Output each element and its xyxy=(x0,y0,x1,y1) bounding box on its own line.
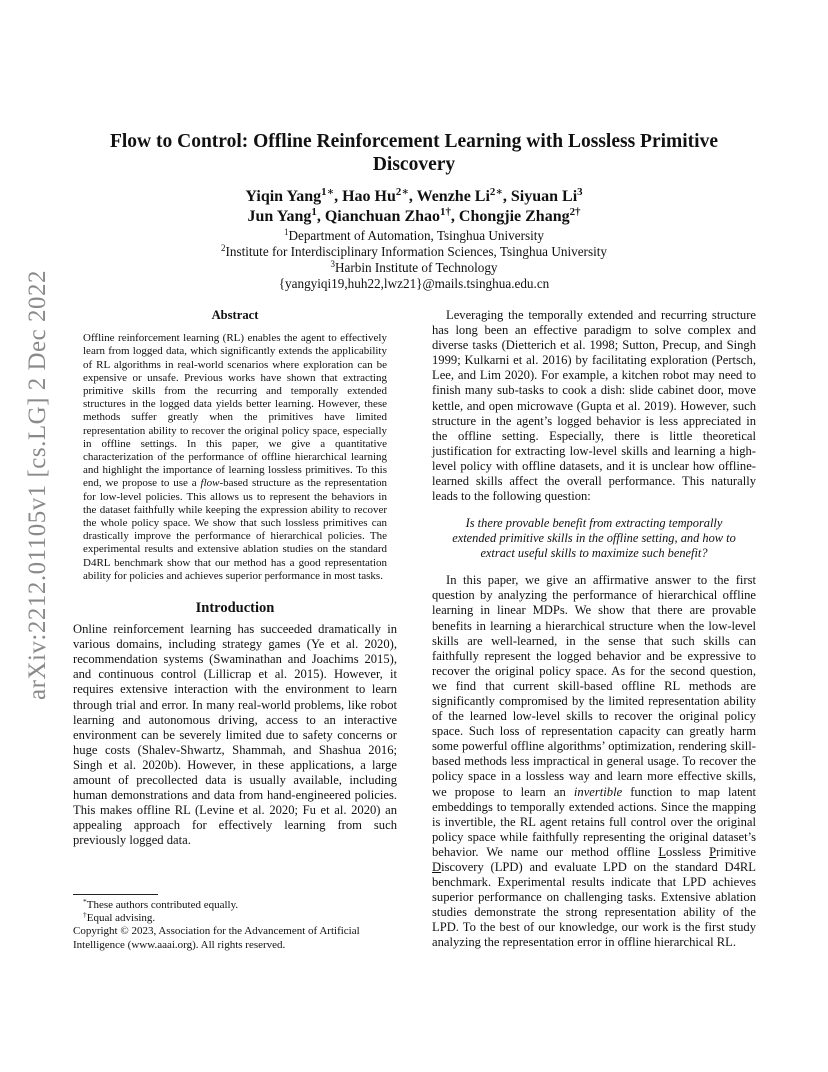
introduction-paragraph: Online reinforcement learning has succeeded dramatically in various domains, including strategy games (Ye et al. 2020), recommendation systems (Swaminathan and Joachims 2015), and continuous control (Lillicrap et al. 2015). However, it requires extensive interaction with the environment to learn through trial and error. In many real-world problems, like robot learning and autonomous driving, access to an interactive environment can be severely limited due to safety concerns or huge costs (Shalev-Shwartz, Shammah, and Shashua 2016; Singh et al. 2020b). However, in these applications, a large amount of precollected data is usually available, including human demonstrations and data from hand-engineered policies. This makes offline RL (Levine et al. 2020; Fu et al. 2020) an appealing approach for effectively learning from such previously logged data. xyxy=(73,622,397,848)
affiliation-line xyxy=(110,244,718,260)
research-question: Is there provable benefit from extracting temporally extended primitive skills in the offline setting, and how to extract useful skills to maximize such benefit? xyxy=(452,516,736,561)
author-affil-mark: 3 xyxy=(577,186,583,199)
affiliation-line xyxy=(110,228,718,244)
author-name: Wenzhe Li xyxy=(416,188,490,205)
abstract-text-part: -based structure as the representation for low-level policies. This allows us to represent the behaviors in the dataset faithfully while keeping the expression ability to recover the whole policy space. We show that such lossless primitives can drastically improve the performance of hierarchical policies. The experimental results and extensive ablation studies on the standard D4RL benchmark show that our method has a good representation ability for policies and achieves superior performance in most tasks. xyxy=(83,477,387,582)
affiliations xyxy=(110,228,718,292)
author-name: Qianchuan Zhao xyxy=(324,208,441,225)
acronym-letter: P xyxy=(709,844,717,859)
footnote-mark: † xyxy=(83,910,87,920)
footnote-text: These authors contributed equally. xyxy=(86,899,239,911)
arxiv-identifier: arXiv:2212.01105v1 [cs.LG] 2 Dec 2022 xyxy=(24,270,51,700)
author-line-1: Yiqin Yang$^{1∗}$, Hao $Hu^{2∗}$, Wenzhe $Li^{2∗}$, Siyuan Li$^3$ xyxy=(245,186,583,205)
arxiv-sidebar-stamp xyxy=(16,270,60,700)
affiliation-line xyxy=(110,260,718,276)
author-line-2: Jun Yang$^1$, Qianchuan Zhao$^{1\dagger}$, Chongjie Zhang$^{2\dagger}$ xyxy=(247,206,581,225)
author-name: Hao Hu xyxy=(342,188,396,205)
affiliation-text: Harbin Institute of Technology xyxy=(334,260,498,275)
author-affil-mark: 2∗ xyxy=(489,186,503,199)
author-name: Yiqin Yang xyxy=(245,188,322,205)
abstract-text-part: Offline reinforcement learning (RL) enables the agent to effectively learn from logged data, which significantly extends the applicability of RL algorithms in real-world scenarios where exploration can be expensive or unsafe. Previous works have shown that extracting primitive skills from the recurring and temporally extended structures in the logged data yields better learning. However, these methods suffer greatly when the primitives have limited representation ability to recover the original policy space, especially in offline settings. In this paper, we give a quantitative characterization of the performance of offline hierarchical learning and highlight the importance of learning lossless primitives. To this end, we propose to use a xyxy=(83,332,387,490)
author-list xyxy=(120,187,708,227)
affil-mark: 1 xyxy=(283,227,289,238)
author-affil-mark: 1∗ xyxy=(321,186,335,199)
author-name: Siyuan Li xyxy=(510,188,578,205)
paragraph-text: (LPD) and evaluate LPD on the standard D4RL benchmark. Experimental results indicate that LPD achieves superior performance on challenging tasks. Extensive ablation studies demonstrate the strong representation ability of the LPD. To the best of our knowledge, our work is the first study analyzing the representation error in offline hierarchical RL. xyxy=(432,860,756,950)
footnote-2 xyxy=(73,912,397,925)
acronym-letter: L xyxy=(658,844,667,859)
abstract-heading: Abstract xyxy=(211,308,259,322)
affiliation-text: Institute for Interdisciplinary Information Sciences, Tsinghua University xyxy=(225,244,608,259)
footnote-text: Equal advising. xyxy=(86,912,156,925)
author-name: Chongjie Zhang xyxy=(458,208,570,225)
copyright-notice: Copyright © 2023, Association for the Advancement of Artificial Intelligence (www.aaai.org). All rights reserved. xyxy=(73,925,360,951)
italic-term: invertible xyxy=(573,784,623,799)
acronym-letter: D xyxy=(432,860,442,874)
footnote-1 xyxy=(73,896,397,912)
footnote-divider xyxy=(73,894,158,895)
paragraph-text: ossless xyxy=(666,844,710,859)
left-column xyxy=(73,308,397,848)
paragraph-text: In this paper, we give an affirmative answer to the first question by analyzing the performance of hierarchical offline learning in linear MDPs. We show that there are provable benefits in learning a hierarchical structure when the low-level skills are well-learned, in the sense that such skills can faithfully represent the logged behavior and be expressive to recover the original policy space. As for the second question, we find that current skill-based offline RL methods are significantly compromised by the limited representation ability of the learned low-level skills to recover the original policy space. Such loss of representation capacity can greatly harm some powerful offline algorithms’ optimization, rendering skill-based methods less impractical in general usage. To recover the policy space in a lossless way and learn more effective skills, we propose to learn an xyxy=(432,573,756,799)
right-column xyxy=(432,308,756,951)
author-affil-mark: 1† xyxy=(440,206,451,219)
paragraph-text: iscovery xyxy=(441,860,484,874)
footnote-mark: * xyxy=(83,896,87,906)
body-paragraph-2 xyxy=(432,573,756,950)
author-email: {yangyiqi19,huh22,lwz21}@mails.tsinghua.edu.cn xyxy=(278,276,550,291)
footnotes xyxy=(73,894,397,952)
abstract-text xyxy=(83,332,387,583)
abstract-italic-term: flow xyxy=(200,477,220,490)
author-name: Jun Yang xyxy=(247,208,312,225)
introduction-heading: Introduction xyxy=(195,599,275,616)
affil-mark: 2 xyxy=(220,243,226,254)
author-affil-mark: 1 xyxy=(311,206,317,219)
affil-mark: 3 xyxy=(330,259,335,270)
author-affil-mark: 2† xyxy=(569,206,581,219)
paper-title: Flow to Control: Offline Reinforcement Learning with Lossless Primitive Discovery xyxy=(109,131,719,175)
affiliation-text: Department of Automation, Tsinghua University xyxy=(288,228,545,243)
paragraph-text: function to map latent embeddings to temporally extended actions. Since the mapping is invertible, the RL agent retains full control over the original policy space while faithfully representing the original dataset’s behavior. We name our method offline xyxy=(432,784,757,859)
paragraph-text: rimitive xyxy=(716,844,756,859)
body-paragraph-1: Leveraging the temporally extended and recurring structure has long been an effective paradigm to solve complex and diverse tasks (Dietterich et al. 1998; Sutton, Precup, and Singh 1999; Kulkarni et al. 2016) by facilitating exploration (Pertsch, Lee, and Lim 2020). For example, a kitchen robot may need to finish many sub-tasks to cook a dish: slide cabinet door, move kettle, and open microwave (Gupta et al. 2019). However, such structure in the agent’s logged behavior is less appreciated in the offline setting. Especially, there is little theoretical justification for extracting low-level skills and learning a high-level policy with offline datasets, and it is unclear how offline-learned skills affect the overall performance. This naturally leads to the following question: xyxy=(432,308,756,504)
author-affil-mark: 2∗ xyxy=(395,186,409,199)
